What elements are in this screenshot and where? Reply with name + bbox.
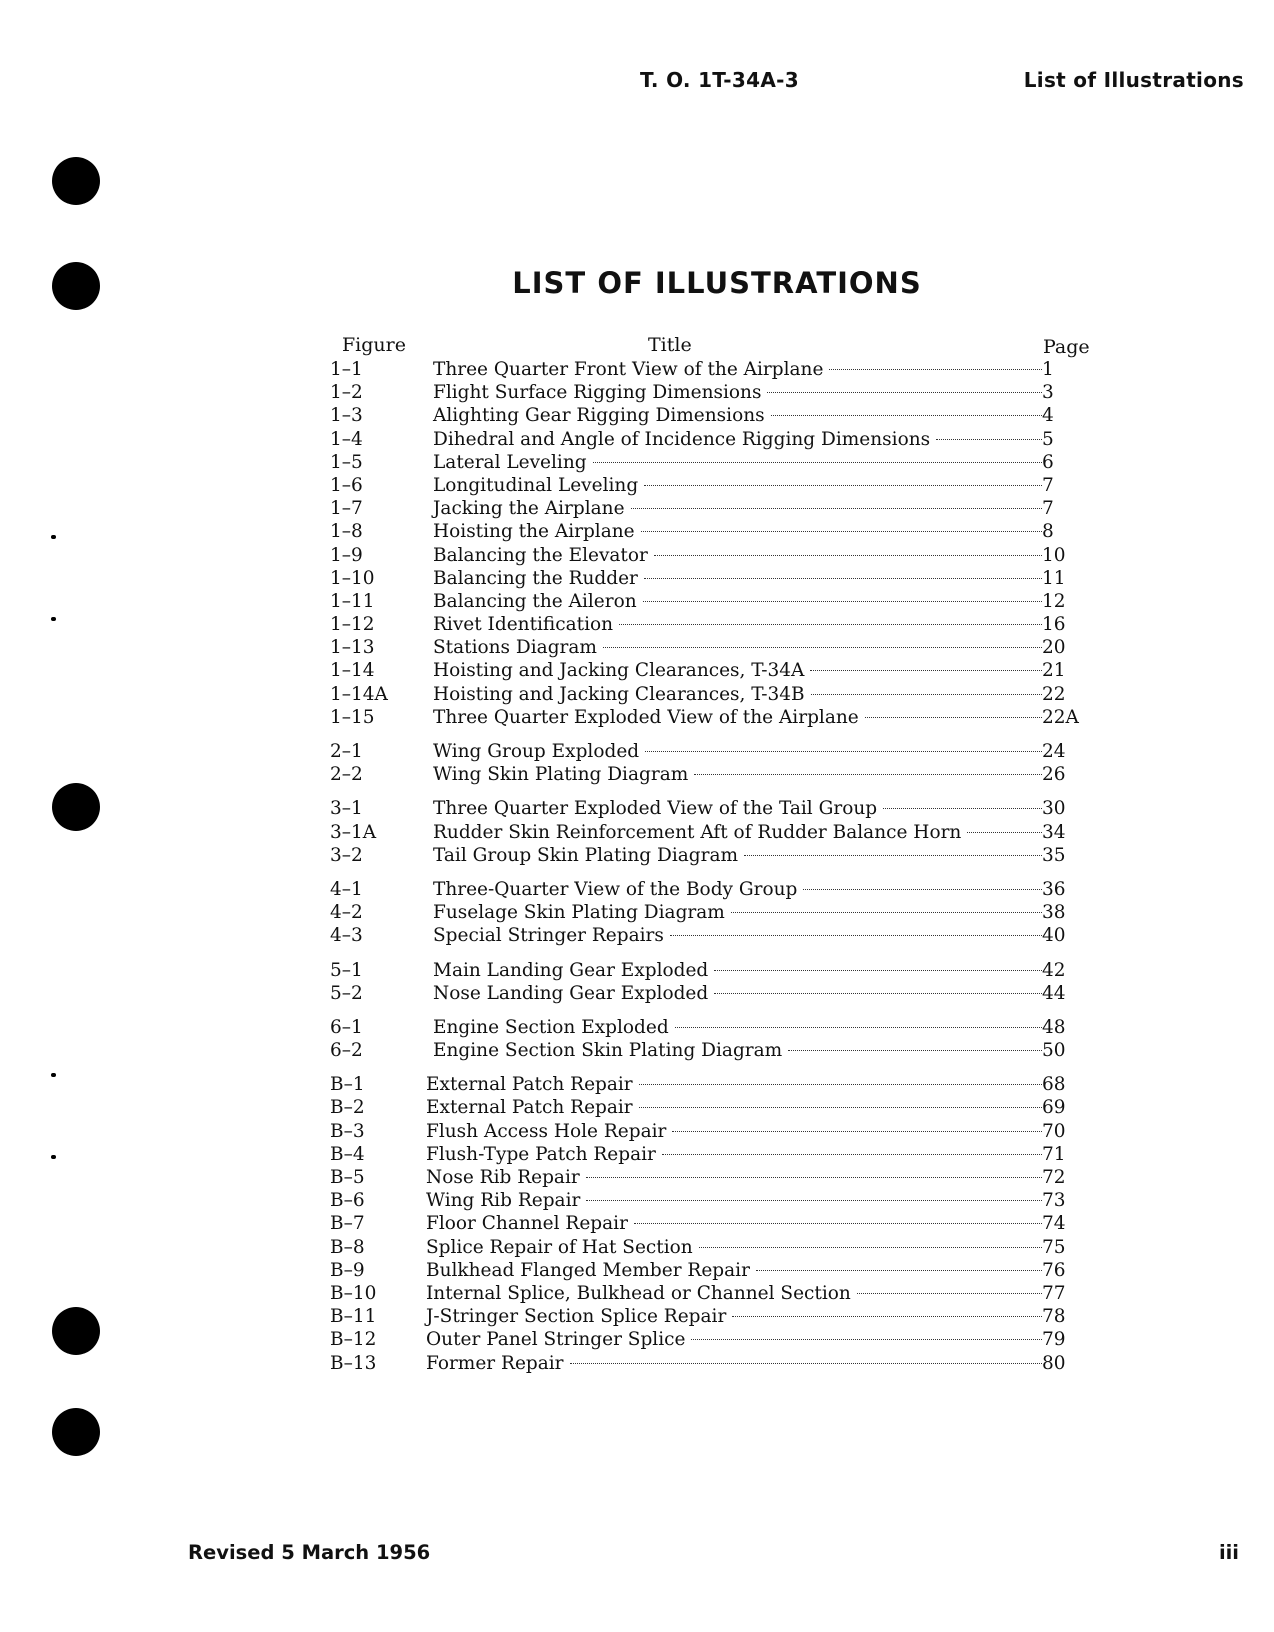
title-leader [433, 636, 1042, 659]
dot-leader [634, 1223, 1042, 1224]
title-leader [433, 959, 1042, 982]
figure-title: Engine Section Exploded [433, 1016, 669, 1038]
list-item [330, 1143, 1100, 1166]
figure-title: Outer Panel Stringer Splice [426, 1329, 686, 1351]
dot-leader [641, 531, 1042, 532]
dot-leader [714, 993, 1042, 994]
page-title: LIST OF ILLUSTRATIONS [512, 266, 922, 300]
page-ref: 42 [1042, 959, 1066, 981]
figure-title: Hoisting and Jacking Clearances, T-34B [433, 683, 805, 705]
title-leader [433, 358, 1042, 381]
page-ref: 12 [1042, 590, 1066, 612]
figure-number: 3–1A [330, 821, 377, 843]
dot-leader [936, 439, 1042, 440]
dot-leader [714, 970, 1042, 971]
title-leader [433, 567, 1042, 590]
column-header-figure: Figure [342, 334, 406, 356]
figure-number: 5–1 [330, 959, 363, 981]
page-ref: 21 [1042, 660, 1066, 682]
dot-leader [639, 1107, 1042, 1108]
figure-title: Tail Group Skin Plating Diagram [433, 844, 739, 866]
figure-title: External Patch Repair [426, 1074, 633, 1096]
page-ref: 77 [1042, 1282, 1066, 1304]
list-item [330, 590, 1100, 613]
page-ref: 68 [1042, 1074, 1066, 1096]
list-item [330, 740, 1100, 763]
figure-title: Lateral Leveling [433, 451, 587, 473]
list-item [330, 404, 1100, 427]
title-leader [433, 924, 1042, 947]
figure-number: 2–2 [330, 764, 363, 786]
list-item [330, 924, 1100, 947]
title-leader [433, 451, 1042, 474]
page-ref: 71 [1042, 1143, 1066, 1165]
figure-title: Rivet Identification [433, 614, 614, 636]
title-leader [426, 1352, 1042, 1375]
list-item [330, 1282, 1100, 1305]
figure-number: 1–9 [330, 544, 363, 566]
list-item [330, 763, 1100, 786]
figure-title: Special Stringer Repairs [433, 925, 664, 947]
figure-number: B–5 [330, 1167, 365, 1188]
figure-number: 1–6 [330, 474, 363, 496]
figure-number: B–1 [330, 1074, 365, 1096]
figure-title: Three Quarter Exploded View of the Airplane [433, 706, 859, 728]
dot-leader [865, 717, 1042, 718]
figure-number: 4–1 [330, 878, 363, 900]
page-ref: 3 [1042, 382, 1054, 404]
dot-leader [603, 647, 1042, 648]
list-item [330, 878, 1100, 901]
page-ref: 4 [1042, 405, 1054, 427]
illustrations-list [330, 358, 1100, 1386]
dot-leader [694, 774, 1042, 775]
page-ref: 20 [1042, 637, 1066, 659]
title-leader [433, 740, 1042, 763]
dot-leader [771, 415, 1042, 416]
list-item [330, 613, 1100, 636]
figure-title: Engine Section Skin Plating Diagram [433, 1040, 783, 1062]
title-leader [433, 590, 1042, 613]
document-number: T. O. 1T-34A-3 [640, 68, 799, 92]
dot-leader [857, 1293, 1042, 1294]
figure-title: Dihedral and Angle of Incidence Rigging Dimensions [433, 428, 931, 450]
figure-number: 1–14A [330, 683, 388, 705]
title-leader [426, 1189, 1042, 1212]
figure-number: B–6 [330, 1190, 365, 1212]
figure-title: External Patch Repair [426, 1097, 633, 1119]
title-leader [433, 428, 1042, 451]
figure-group [330, 740, 1100, 786]
list-item [330, 381, 1100, 404]
list-item [330, 1016, 1100, 1039]
dot-leader [593, 462, 1042, 463]
title-leader [426, 1236, 1042, 1259]
dot-leader [767, 392, 1042, 393]
figure-title: Splice Repair of Hat Section [426, 1236, 693, 1258]
figure-group [330, 1016, 1100, 1062]
figure-number: 1–14 [330, 660, 375, 682]
dot-leader [811, 694, 1042, 695]
scan-speck [51, 617, 56, 621]
figure-number: B–2 [330, 1097, 365, 1119]
page-ref: 69 [1042, 1097, 1066, 1119]
figure-number: 3–2 [330, 844, 363, 866]
list-item [330, 428, 1100, 451]
figure-title: Wing Skin Plating Diagram [433, 764, 689, 786]
list-item [330, 1236, 1100, 1259]
figure-title: Wing Group Exploded [433, 741, 640, 762]
page-ref: 11 [1042, 567, 1066, 589]
figure-number: B–7 [330, 1213, 365, 1235]
figure-title: Balancing the Elevator [433, 544, 648, 566]
figure-number: 1–3 [330, 405, 363, 427]
figure-number: B–4 [330, 1143, 365, 1165]
list-item [330, 1259, 1100, 1282]
figure-number: 1–15 [330, 706, 375, 728]
dot-leader [675, 1027, 1042, 1028]
punch-hole [52, 783, 100, 831]
figure-number: 1–7 [330, 498, 363, 520]
figure-number: B–13 [330, 1352, 377, 1374]
list-item [330, 520, 1100, 543]
dot-leader [662, 1154, 1042, 1155]
title-leader [426, 1073, 1042, 1096]
title-leader [426, 1305, 1042, 1328]
list-item [330, 706, 1100, 729]
figure-title: Main Landing Gear Exploded [433, 959, 709, 981]
dot-leader [731, 912, 1042, 913]
list-item [330, 844, 1100, 867]
figure-number: 1–4 [330, 428, 363, 450]
figure-title: Floor Channel Repair [426, 1213, 628, 1235]
dot-leader [644, 578, 1042, 579]
figure-number: 6–1 [330, 1016, 363, 1038]
page-ref: 79 [1042, 1329, 1066, 1351]
dot-leader [788, 1050, 1042, 1051]
list-item [330, 358, 1100, 381]
figure-number: 1–1 [330, 359, 363, 380]
list-item [330, 1120, 1100, 1143]
figure-number: 1–8 [330, 521, 363, 543]
revision-date: Revised 5 March 1956 [188, 1541, 431, 1564]
figure-number: 1–5 [330, 451, 363, 473]
dot-leader [645, 751, 1042, 752]
page-ref: 48 [1042, 1016, 1066, 1038]
page-ref: 5 [1042, 428, 1054, 450]
page-ref: 1 [1042, 359, 1054, 380]
title-leader [433, 474, 1042, 497]
page-ref: 38 [1042, 902, 1066, 924]
page-ref: 10 [1042, 544, 1066, 566]
figure-title: Nose Landing Gear Exploded [433, 982, 709, 1004]
figure-title: Flight Surface Rigging Dimensions [433, 382, 762, 404]
list-item [330, 1212, 1100, 1235]
title-leader [433, 982, 1042, 1005]
page-ref: 73 [1042, 1190, 1066, 1212]
column-header-page: Page [1043, 336, 1090, 358]
list-item [330, 959, 1100, 982]
list-item [330, 821, 1100, 844]
list-item [330, 451, 1100, 474]
title-leader [426, 1143, 1042, 1166]
list-item [330, 544, 1100, 567]
dot-leader [586, 1177, 1042, 1178]
figure-title: Former Repair [426, 1352, 564, 1374]
figure-group [330, 959, 1100, 1005]
figure-number: B–11 [330, 1306, 377, 1328]
figure-title: Balancing the Aileron [433, 590, 637, 612]
figure-title: Balancing the Rudder [433, 567, 638, 589]
dot-leader [644, 485, 1042, 486]
list-item [330, 1073, 1100, 1096]
page-ref: 50 [1042, 1040, 1066, 1062]
title-leader [426, 1166, 1042, 1189]
scan-speck [51, 535, 56, 539]
figure-title: Bulkhead Flanged Member Repair [426, 1259, 750, 1281]
title-leader [433, 1016, 1042, 1039]
figure-title: J-Stringer Section Splice Repair [426, 1306, 727, 1328]
figure-title: Alighting Gear Rigging Dimensions [433, 405, 765, 427]
title-leader [433, 497, 1042, 520]
title-leader [433, 404, 1042, 427]
list-item [330, 1189, 1100, 1212]
figure-title: Fuselage Skin Plating Diagram [433, 902, 725, 924]
figure-title: Three-Quarter View of the Body Group [433, 878, 798, 900]
title-leader [426, 1212, 1042, 1235]
figure-title: Jacking the Airplane [433, 498, 625, 520]
figure-number: 1–13 [330, 637, 375, 659]
figure-number: 2–1 [330, 741, 363, 762]
figure-title: Nose Rib Repair [426, 1167, 580, 1188]
title-leader [433, 683, 1042, 706]
page-ref: 40 [1042, 925, 1066, 947]
punch-hole [52, 157, 100, 205]
list-item [330, 1096, 1100, 1119]
list-item [330, 1039, 1100, 1062]
title-leader [433, 878, 1042, 901]
list-item [330, 1328, 1100, 1351]
list-item [330, 1305, 1100, 1328]
page-ref: 34 [1042, 821, 1066, 843]
figure-title: Three Quarter Exploded View of the Tail Group [433, 798, 878, 820]
page-ref: 8 [1042, 521, 1054, 543]
page-ref: 35 [1042, 844, 1066, 866]
list-item [330, 901, 1100, 924]
title-leader [426, 1259, 1042, 1282]
title-leader [433, 901, 1042, 924]
figure-number: B–3 [330, 1120, 365, 1142]
list-item [330, 567, 1100, 590]
page-number: iii [1218, 1541, 1239, 1564]
list-item [330, 683, 1100, 706]
title-leader [433, 659, 1042, 682]
figure-title: Hoisting the Airplane [433, 521, 635, 543]
title-leader [433, 381, 1042, 404]
dot-leader [732, 1316, 1042, 1317]
page-ref: 6 [1042, 451, 1054, 473]
dot-leader [967, 832, 1042, 833]
figure-number: 6–2 [330, 1040, 363, 1062]
page-ref: 22A [1042, 706, 1079, 728]
page-ref: 16 [1042, 614, 1066, 636]
punch-hole [52, 1307, 100, 1355]
dot-leader [586, 1200, 1042, 1201]
dot-leader [672, 1131, 1042, 1132]
section-heading: List of Illustrations [1023, 68, 1244, 92]
figure-number: 3–1 [330, 798, 363, 820]
page-ref: 24 [1042, 741, 1066, 762]
page-ref: 76 [1042, 1259, 1066, 1281]
list-item [330, 497, 1100, 520]
title-leader [433, 763, 1042, 786]
title-leader [426, 1282, 1042, 1305]
dot-leader [744, 855, 1042, 856]
figure-title: Rudder Skin Reinforcement Aft of Rudder Balance Horn [433, 821, 962, 843]
figure-number: B–9 [330, 1259, 365, 1281]
dot-leader [803, 889, 1042, 890]
page-ref: 22 [1042, 683, 1066, 705]
column-header-title: Title [648, 334, 692, 356]
page-ref: 78 [1042, 1306, 1066, 1328]
page-ref: 7 [1042, 474, 1054, 496]
dot-leader [883, 808, 1042, 809]
title-leader [433, 797, 1042, 820]
list-item [330, 474, 1100, 497]
figure-number: 1–10 [330, 567, 375, 589]
figure-number: B–8 [330, 1236, 365, 1258]
page-ref: 44 [1042, 982, 1066, 1004]
figure-number: 1–11 [330, 590, 375, 612]
dot-leader [654, 555, 1042, 556]
figure-number: 1–2 [330, 382, 363, 404]
dot-leader [643, 601, 1042, 602]
dot-leader [670, 935, 1042, 936]
figure-number: 1–12 [330, 614, 375, 636]
page-ref: 30 [1042, 798, 1066, 820]
title-leader [433, 1039, 1042, 1062]
figure-number: 5–2 [330, 982, 363, 1004]
figure-title: Flush Access Hole Repair [426, 1120, 667, 1142]
figure-number: 4–2 [330, 902, 363, 924]
title-leader [433, 544, 1042, 567]
title-leader [433, 844, 1042, 867]
page-ref: 26 [1042, 764, 1066, 786]
page-ref: 75 [1042, 1236, 1066, 1258]
list-item [330, 1166, 1100, 1189]
dot-leader [756, 1270, 1042, 1271]
dot-leader [699, 1247, 1042, 1248]
title-leader [426, 1328, 1042, 1351]
figure-number: B–12 [330, 1329, 377, 1351]
page-ref: 80 [1042, 1352, 1066, 1374]
punch-hole [52, 1408, 100, 1456]
title-leader [433, 706, 1042, 729]
scan-speck [51, 1155, 56, 1159]
title-leader [433, 821, 1042, 844]
dot-leader [639, 1084, 1042, 1085]
dot-leader [810, 670, 1042, 671]
figure-title: Internal Splice, Bulkhead or Channel Section [426, 1282, 851, 1304]
figure-group [330, 358, 1100, 729]
figure-title: Wing Rib Repair [426, 1190, 581, 1212]
page-ref: 70 [1042, 1120, 1066, 1142]
dot-leader [631, 508, 1042, 509]
list-item [330, 636, 1100, 659]
title-leader [426, 1120, 1042, 1143]
title-leader [426, 1096, 1042, 1119]
figure-title: Three Quarter Front View of the Airplane [433, 359, 824, 380]
scan-speck [51, 1073, 56, 1077]
list-item [330, 1352, 1100, 1375]
page-ref: 7 [1042, 498, 1054, 520]
page-ref: 72 [1042, 1167, 1066, 1188]
dot-leader [829, 369, 1042, 370]
list-item [330, 797, 1100, 820]
figure-number: 4–3 [330, 925, 363, 947]
title-leader [433, 613, 1042, 636]
page-ref: 36 [1042, 878, 1066, 900]
figure-title: Stations Diagram [433, 637, 597, 659]
figure-group [330, 797, 1100, 867]
list-item [330, 659, 1100, 682]
dot-leader [691, 1339, 1042, 1340]
figure-title: Flush-Type Patch Repair [426, 1143, 656, 1165]
figure-group [330, 878, 1100, 948]
figure-title: Hoisting and Jacking Clearances, T-34A [433, 660, 805, 682]
figure-title: Longitudinal Leveling [433, 474, 639, 496]
figure-group [330, 1073, 1100, 1374]
dot-leader [570, 1363, 1042, 1364]
title-leader [433, 520, 1042, 543]
dot-leader [619, 624, 1042, 625]
list-item [330, 982, 1100, 1005]
figure-number: B–10 [330, 1282, 377, 1304]
page-ref: 74 [1042, 1213, 1066, 1235]
